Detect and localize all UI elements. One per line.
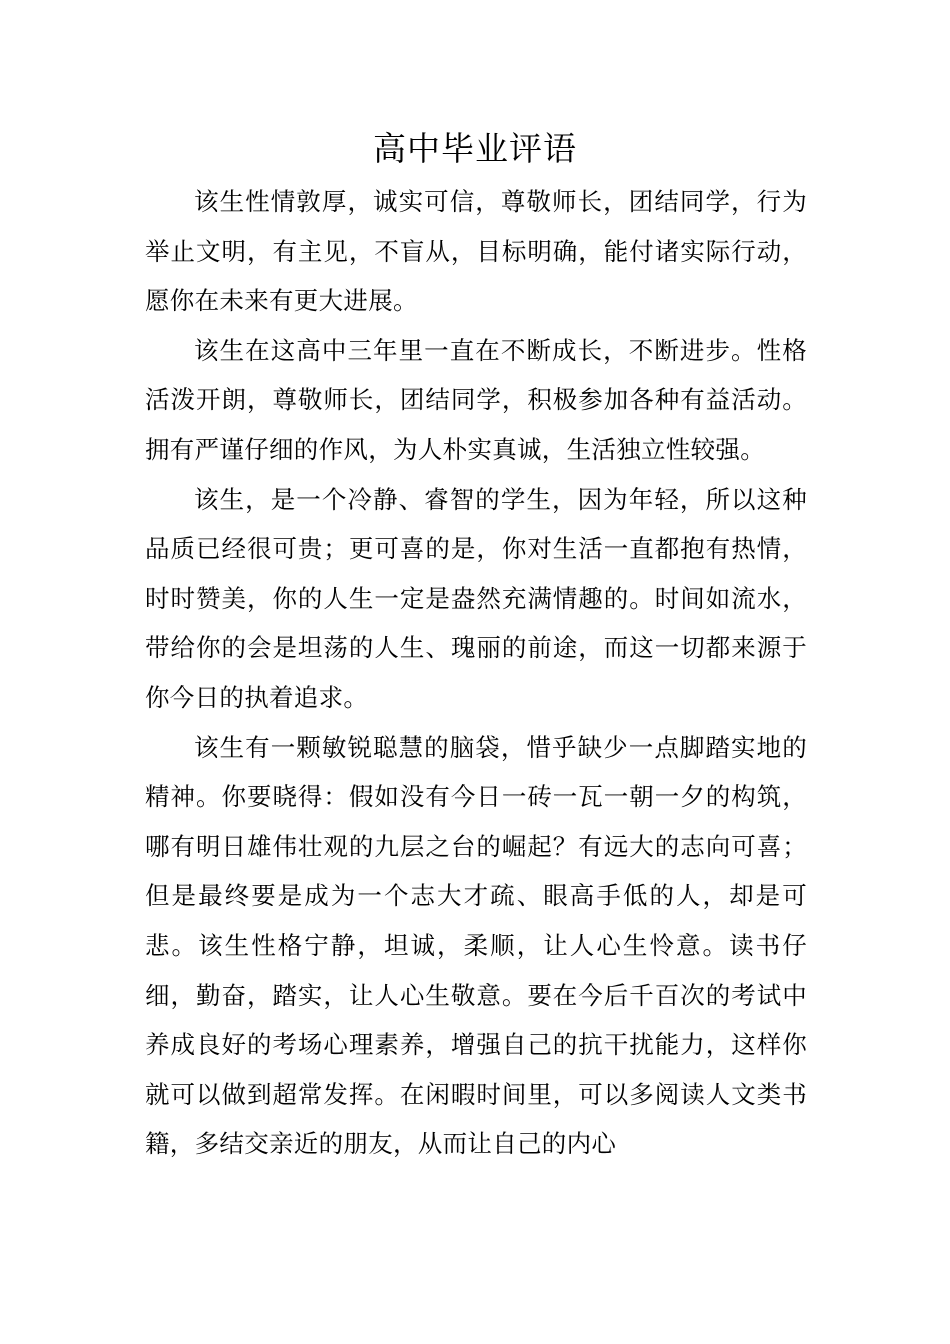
document-title: 高中毕业评语 xyxy=(373,129,577,168)
paragraph-2: 该生在这高中三年里一直在不断成长，不断进步。性格活泼开朗，尊敬师长，团结同学，积极参加各种有益活动。拥有严谨仔细的作风，为人朴实真诚，生活独立性较强。 xyxy=(145,335,807,464)
paragraph-4: 该生有一颗敏锐聪慧的脑袋，惜乎缺少一点脚踏实地的精神。你要晓得：假如没有今日一砖一瓦一朝一夕的构筑，哪有明日雄伟壮观的九层之台的崛起？有远大的志向可喜；但是最终要是成为一个志大才疏、眼高手低的人，却是可悲。该生性格宁静，坦诚，柔顺，让人心生怜意。读书仔细，勤奋，踏实，让人心生敬意。要在今后千百次的考试中养成良好的考场心理素养，增强自己的抗干扰能力，这样你就可以做到超常发挥。在闲暇时间里，可以多阅读人文类书籍，多结交亲近的朋友，从而让自己的内心 xyxy=(145,732,807,1159)
paragraph-3: 该生，是一个冷静、睿智的学生，因为年轻，所以这种品质已经很可贵；更可喜的是，你对生活一直都抱有热情，时时赞美，你的人生一定是盎然充满情趣的。时间如流水，带给你的会是坦荡的人生、瑰丽的前途，而这一切都来源于你今日的执着追求。 xyxy=(145,484,807,712)
document-body xyxy=(145,177,807,1169)
paragraph-1: 该生性情敦厚，诚实可信，尊敬师长，团结同学，行为举止文明，有主见，不盲从，目标明确，能付诸实际行动，愿你在未来有更大进展。 xyxy=(145,187,807,316)
